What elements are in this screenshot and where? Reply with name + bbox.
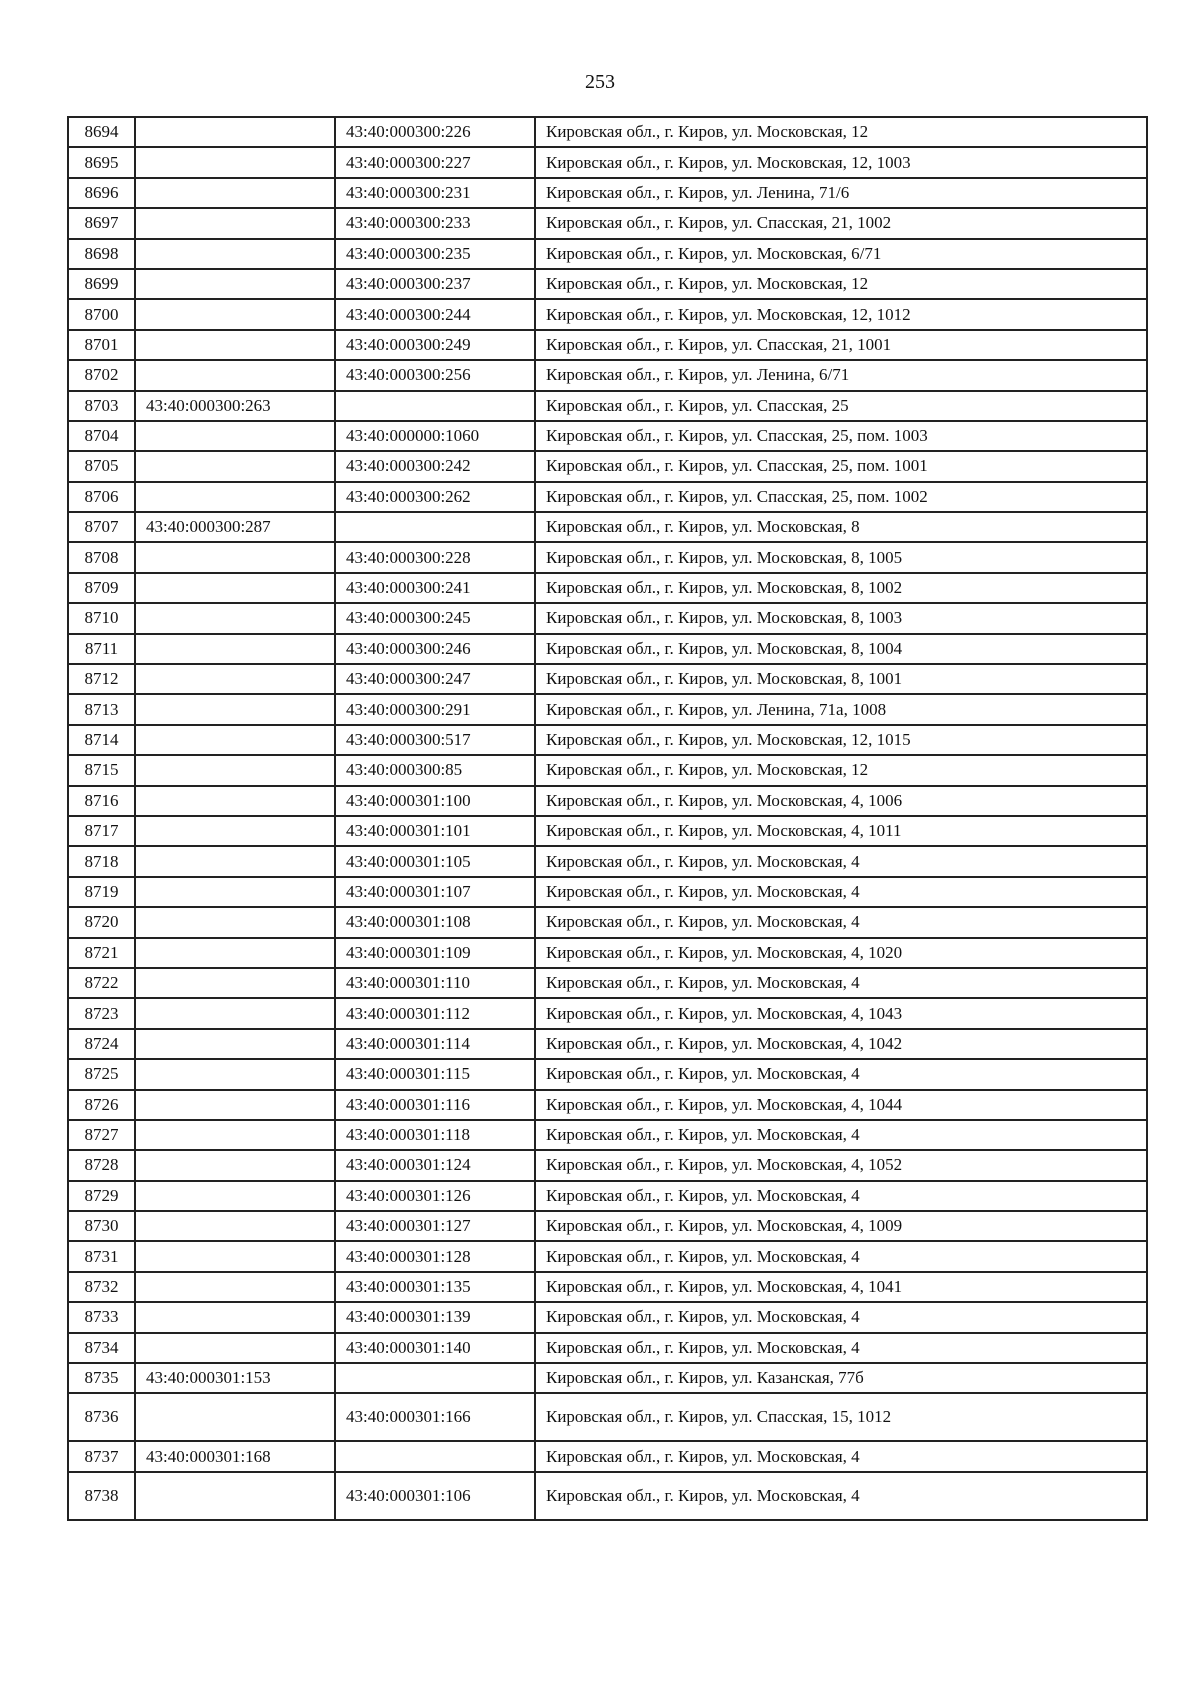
building-cadastral-number-cell: 43:40:000301:106 xyxy=(335,1472,535,1520)
row-number-cell: 8714 xyxy=(68,725,135,755)
building-cadastral-number-cell: 43:40:000301:101 xyxy=(335,816,535,846)
address-cell: Кировская обл., г. Киров, ул. Московская, 8, 1002 xyxy=(535,573,1147,603)
address-cell: Кировская обл., г. Киров, ул. Ленина, 71а, 1008 xyxy=(535,694,1147,724)
table-row xyxy=(68,330,1147,360)
building-cadastral-number-cell: 43:40:000300:246 xyxy=(335,634,535,664)
row-number-cell: 8732 xyxy=(68,1272,135,1302)
land-cadastral-number-cell xyxy=(135,299,335,329)
row-number-cell: 8706 xyxy=(68,482,135,512)
row-number-cell: 8724 xyxy=(68,1029,135,1059)
land-cadastral-number-cell xyxy=(135,147,335,177)
row-number-cell: 8733 xyxy=(68,1302,135,1332)
table-row xyxy=(68,542,1147,572)
address-cell: Кировская обл., г. Киров, ул. Московская, 4, 1041 xyxy=(535,1272,1147,1302)
table-row xyxy=(68,907,1147,937)
address-cell: Кировская обл., г. Киров, ул. Московская, 4 xyxy=(535,1302,1147,1332)
land-cadastral-number-cell xyxy=(135,451,335,481)
address-cell: Кировская обл., г. Киров, ул. Московская, 12 xyxy=(535,269,1147,299)
building-cadastral-number-cell: 43:40:000301:100 xyxy=(335,786,535,816)
row-number-cell: 8710 xyxy=(68,603,135,633)
land-cadastral-number-cell xyxy=(135,208,335,238)
row-number-cell: 8694 xyxy=(68,117,135,147)
table-row xyxy=(68,1393,1147,1441)
table-row xyxy=(68,603,1147,633)
land-cadastral-number-cell xyxy=(135,755,335,785)
building-cadastral-number-cell: 43:40:000301:105 xyxy=(335,846,535,876)
table-row xyxy=(68,1029,1147,1059)
land-cadastral-number-cell xyxy=(135,1472,335,1520)
building-cadastral-number-cell: 43:40:000300:237 xyxy=(335,269,535,299)
row-number-cell: 8725 xyxy=(68,1059,135,1089)
row-number-cell: 8703 xyxy=(68,391,135,421)
row-number-cell: 8699 xyxy=(68,269,135,299)
address-cell: Кировская обл., г. Киров, ул. Московская, 12 xyxy=(535,755,1147,785)
address-cell: Кировская обл., г. Киров, ул. Московская, 4, 1042 xyxy=(535,1029,1147,1059)
row-number-cell: 8734 xyxy=(68,1333,135,1363)
row-number-cell: 8705 xyxy=(68,451,135,481)
row-number-cell: 8713 xyxy=(68,694,135,724)
row-number-cell: 8726 xyxy=(68,1090,135,1120)
land-cadastral-number-cell xyxy=(135,482,335,512)
address-cell: Кировская обл., г. Киров, ул. Московская, 6/71 xyxy=(535,239,1147,269)
address-cell: Кировская обл., г. Киров, ул. Спасская, 21, 1001 xyxy=(535,330,1147,360)
building-cadastral-number-cell: 43:40:000301:126 xyxy=(335,1181,535,1211)
building-cadastral-number-cell: 43:40:000301:109 xyxy=(335,938,535,968)
table-row xyxy=(68,786,1147,816)
table-row xyxy=(68,725,1147,755)
table-row xyxy=(68,451,1147,481)
land-cadastral-number-cell xyxy=(135,968,335,998)
address-cell: Кировская обл., г. Киров, ул. Спасская, 21, 1002 xyxy=(535,208,1147,238)
table-row xyxy=(68,1363,1147,1393)
building-cadastral-number-cell: 43:40:000301:139 xyxy=(335,1302,535,1332)
row-number-cell: 8704 xyxy=(68,421,135,451)
table-row xyxy=(68,360,1147,390)
table-row xyxy=(68,269,1147,299)
land-cadastral-number-cell xyxy=(135,1241,335,1271)
land-cadastral-number-cell xyxy=(135,907,335,937)
address-cell: Кировская обл., г. Киров, ул. Московская, 12, 1003 xyxy=(535,147,1147,177)
table-row xyxy=(68,299,1147,329)
row-number-cell: 8717 xyxy=(68,816,135,846)
building-cadastral-number-cell xyxy=(335,512,535,542)
row-number-cell: 8707 xyxy=(68,512,135,542)
land-cadastral-number-cell xyxy=(135,1393,335,1441)
building-cadastral-number-cell: 43:40:000300:231 xyxy=(335,178,535,208)
address-cell: Кировская обл., г. Киров, ул. Московская, 4 xyxy=(535,877,1147,907)
building-cadastral-number-cell: 43:40:000300:235 xyxy=(335,239,535,269)
row-number-cell: 8735 xyxy=(68,1363,135,1393)
address-cell: Кировская обл., г. Киров, ул. Московская, 4, 1052 xyxy=(535,1150,1147,1180)
table-row xyxy=(68,482,1147,512)
building-cadastral-number-cell: 43:40:000300:242 xyxy=(335,451,535,481)
land-cadastral-number-cell xyxy=(135,1333,335,1363)
row-number-cell: 8731 xyxy=(68,1241,135,1271)
row-number-cell: 8721 xyxy=(68,938,135,968)
table-row xyxy=(68,1472,1147,1520)
row-number-cell: 8730 xyxy=(68,1211,135,1241)
row-number-cell: 8727 xyxy=(68,1120,135,1150)
address-cell: Кировская обл., г. Киров, ул. Спасская, 25, пом. 1003 xyxy=(535,421,1147,451)
land-cadastral-number-cell xyxy=(135,117,335,147)
address-cell: Кировская обл., г. Киров, ул. Московская, 4 xyxy=(535,1120,1147,1150)
land-cadastral-number-cell: 43:40:000300:263 xyxy=(135,391,335,421)
row-number-cell: 8697 xyxy=(68,208,135,238)
land-cadastral-number-cell xyxy=(135,1211,335,1241)
row-number-cell: 8736 xyxy=(68,1393,135,1441)
building-cadastral-number-cell: 43:40:000300:85 xyxy=(335,755,535,785)
building-cadastral-number-cell xyxy=(335,1441,535,1471)
address-cell: Кировская обл., г. Киров, ул. Спасская, 25 xyxy=(535,391,1147,421)
building-cadastral-number-cell: 43:40:000300:227 xyxy=(335,147,535,177)
row-number-cell: 8696 xyxy=(68,178,135,208)
building-cadastral-number-cell: 43:40:000301:108 xyxy=(335,907,535,937)
table-row xyxy=(68,1211,1147,1241)
land-cadastral-number-cell xyxy=(135,1272,335,1302)
building-cadastral-number-cell: 43:40:000301:166 xyxy=(335,1393,535,1441)
address-cell: Кировская обл., г. Киров, ул. Московская, 4 xyxy=(535,1059,1147,1089)
land-cadastral-number-cell xyxy=(135,694,335,724)
row-number-cell: 8729 xyxy=(68,1181,135,1211)
building-cadastral-number-cell: 43:40:000301:140 xyxy=(335,1333,535,1363)
building-cadastral-number-cell: 43:40:000301:135 xyxy=(335,1272,535,1302)
address-cell: Кировская обл., г. Киров, ул. Московская, 8, 1001 xyxy=(535,664,1147,694)
row-number-cell: 8715 xyxy=(68,755,135,785)
land-cadastral-number-cell: 43:40:000301:168 xyxy=(135,1441,335,1471)
land-cadastral-number-cell xyxy=(135,877,335,907)
table-row xyxy=(68,1090,1147,1120)
land-cadastral-number-cell: 43:40:000301:153 xyxy=(135,1363,335,1393)
land-cadastral-number-cell xyxy=(135,1059,335,1089)
land-cadastral-number-cell xyxy=(135,1150,335,1180)
table-row xyxy=(68,694,1147,724)
address-cell: Кировская обл., г. Киров, ул. Московская, 4 xyxy=(535,846,1147,876)
row-number-cell: 8719 xyxy=(68,877,135,907)
address-cell: Кировская обл., г. Киров, ул. Казанская, 77б xyxy=(535,1363,1147,1393)
land-cadastral-number-cell xyxy=(135,239,335,269)
building-cadastral-number-cell: 43:40:000300:517 xyxy=(335,725,535,755)
address-cell: Кировская обл., г. Киров, ул. Московская, 8, 1003 xyxy=(535,603,1147,633)
building-cadastral-number-cell: 43:40:000301:116 xyxy=(335,1090,535,1120)
table-row xyxy=(68,512,1147,542)
table-row xyxy=(68,664,1147,694)
land-cadastral-number-cell xyxy=(135,1090,335,1120)
row-number-cell: 8738 xyxy=(68,1472,135,1520)
building-cadastral-number-cell: 43:40:000300:228 xyxy=(335,542,535,572)
address-cell: Кировская обл., г. Киров, ул. Московская, 4, 1006 xyxy=(535,786,1147,816)
land-cadastral-number-cell xyxy=(135,846,335,876)
land-cadastral-number-cell xyxy=(135,330,335,360)
row-number-cell: 8702 xyxy=(68,360,135,390)
row-number-cell: 8716 xyxy=(68,786,135,816)
table-row xyxy=(68,1241,1147,1271)
table-row xyxy=(68,755,1147,785)
table-row xyxy=(68,1272,1147,1302)
page-number: 253 xyxy=(585,71,615,93)
row-number-cell: 8711 xyxy=(68,634,135,664)
building-cadastral-number-cell: 43:40:000300:249 xyxy=(335,330,535,360)
address-cell: Кировская обл., г. Киров, ул. Спасская, 25, пом. 1001 xyxy=(535,451,1147,481)
building-cadastral-number-cell: 43:40:000301:114 xyxy=(335,1029,535,1059)
land-cadastral-number-cell xyxy=(135,1302,335,1332)
table-row xyxy=(68,1059,1147,1089)
row-number-cell: 8712 xyxy=(68,664,135,694)
building-cadastral-number-cell: 43:40:000300:291 xyxy=(335,694,535,724)
table-row xyxy=(68,634,1147,664)
building-cadastral-number-cell: 43:40:000300:244 xyxy=(335,299,535,329)
address-cell: Кировская обл., г. Киров, ул. Московская, 4, 1043 xyxy=(535,998,1147,1028)
building-cadastral-number-cell xyxy=(335,1363,535,1393)
address-cell: Кировская обл., г. Киров, ул. Московская, 4, 1011 xyxy=(535,816,1147,846)
table-row xyxy=(68,147,1147,177)
land-cadastral-number-cell xyxy=(135,938,335,968)
building-cadastral-number-cell: 43:40:000300:256 xyxy=(335,360,535,390)
registry-table-body xyxy=(68,117,1147,1520)
building-cadastral-number-cell: 43:40:000000:1060 xyxy=(335,421,535,451)
address-cell: Кировская обл., г. Киров, ул. Московская, 4 xyxy=(535,968,1147,998)
table-row xyxy=(68,846,1147,876)
table-row xyxy=(68,877,1147,907)
table-row xyxy=(68,1181,1147,1211)
address-cell: Кировская обл., г. Киров, ул. Московская, 4 xyxy=(535,1241,1147,1271)
land-cadastral-number-cell: 43:40:000300:287 xyxy=(135,512,335,542)
address-cell: Кировская обл., г. Киров, ул. Московская, 12, 1012 xyxy=(535,299,1147,329)
land-cadastral-number-cell xyxy=(135,1120,335,1150)
land-cadastral-number-cell xyxy=(135,1029,335,1059)
building-cadastral-number-cell: 43:40:000300:233 xyxy=(335,208,535,238)
address-cell: Кировская обл., г. Киров, ул. Московская, 4 xyxy=(535,907,1147,937)
table-row xyxy=(68,816,1147,846)
address-cell: Кировская обл., г. Киров, ул. Московская, 8, 1004 xyxy=(535,634,1147,664)
row-number-cell: 8695 xyxy=(68,147,135,177)
table-row xyxy=(68,938,1147,968)
land-cadastral-number-cell xyxy=(135,998,335,1028)
land-cadastral-number-cell xyxy=(135,603,335,633)
address-cell: Кировская обл., г. Киров, ул. Московская, 4 xyxy=(535,1333,1147,1363)
table-row xyxy=(68,208,1147,238)
building-cadastral-number-cell: 43:40:000300:241 xyxy=(335,573,535,603)
building-cadastral-number-cell: 43:40:000301:107 xyxy=(335,877,535,907)
address-cell: Кировская обл., г. Киров, ул. Московская, 4, 1020 xyxy=(535,938,1147,968)
land-cadastral-number-cell xyxy=(135,573,335,603)
land-cadastral-number-cell xyxy=(135,786,335,816)
address-cell: Кировская обл., г. Киров, ул. Московская, 4 xyxy=(535,1441,1147,1471)
building-cadastral-number-cell xyxy=(335,391,535,421)
row-number-cell: 8718 xyxy=(68,846,135,876)
table-row xyxy=(68,1333,1147,1363)
address-cell: Кировская обл., г. Киров, ул. Московская, 4 xyxy=(535,1181,1147,1211)
registry-table xyxy=(67,116,1148,1521)
address-cell: Кировская обл., г. Киров, ул. Московская, 12, 1015 xyxy=(535,725,1147,755)
building-cadastral-number-cell: 43:40:000300:245 xyxy=(335,603,535,633)
row-number-cell: 8723 xyxy=(68,998,135,1028)
building-cadastral-number-cell: 43:40:000301:128 xyxy=(335,1241,535,1271)
row-number-cell: 8709 xyxy=(68,573,135,603)
land-cadastral-number-cell xyxy=(135,269,335,299)
table-row xyxy=(68,1441,1147,1471)
address-cell: Кировская обл., г. Киров, ул. Московская, 4, 1044 xyxy=(535,1090,1147,1120)
address-cell: Кировская обл., г. Киров, ул. Московская, 4 xyxy=(535,1472,1147,1520)
address-cell: Кировская обл., г. Киров, ул. Московская, 12 xyxy=(535,117,1147,147)
address-cell: Кировская обл., г. Киров, ул. Ленина, 71/6 xyxy=(535,178,1147,208)
row-number-cell: 8720 xyxy=(68,907,135,937)
land-cadastral-number-cell xyxy=(135,421,335,451)
building-cadastral-number-cell: 43:40:000301:112 xyxy=(335,998,535,1028)
row-number-cell: 8722 xyxy=(68,968,135,998)
row-number-cell: 8700 xyxy=(68,299,135,329)
row-number-cell: 8708 xyxy=(68,542,135,572)
address-cell: Кировская обл., г. Киров, ул. Спасская, 15, 1012 xyxy=(535,1393,1147,1441)
address-cell: Кировская обл., г. Киров, ул. Московская, 8 xyxy=(535,512,1147,542)
table-row xyxy=(68,998,1147,1028)
row-number-cell: 8698 xyxy=(68,239,135,269)
building-cadastral-number-cell: 43:40:000301:124 xyxy=(335,1150,535,1180)
building-cadastral-number-cell: 43:40:000300:247 xyxy=(335,664,535,694)
table-row xyxy=(68,117,1147,147)
table-row xyxy=(68,968,1147,998)
table-row xyxy=(68,1302,1147,1332)
table-row xyxy=(68,573,1147,603)
building-cadastral-number-cell: 43:40:000301:127 xyxy=(335,1211,535,1241)
building-cadastral-number-cell: 43:40:000300:262 xyxy=(335,482,535,512)
table-row xyxy=(68,239,1147,269)
building-cadastral-number-cell: 43:40:000301:115 xyxy=(335,1059,535,1089)
land-cadastral-number-cell xyxy=(135,542,335,572)
land-cadastral-number-cell xyxy=(135,360,335,390)
land-cadastral-number-cell xyxy=(135,634,335,664)
table-row xyxy=(68,391,1147,421)
address-cell: Кировская обл., г. Киров, ул. Московская, 8, 1005 xyxy=(535,542,1147,572)
land-cadastral-number-cell xyxy=(135,178,335,208)
land-cadastral-number-cell xyxy=(135,664,335,694)
address-cell: Кировская обл., г. Киров, ул. Спасская, 25, пом. 1002 xyxy=(535,482,1147,512)
address-cell: Кировская обл., г. Киров, ул. Ленина, 6/71 xyxy=(535,360,1147,390)
row-number-cell: 8701 xyxy=(68,330,135,360)
land-cadastral-number-cell xyxy=(135,1181,335,1211)
table-row xyxy=(68,178,1147,208)
row-number-cell: 8737 xyxy=(68,1441,135,1471)
table-row xyxy=(68,421,1147,451)
building-cadastral-number-cell: 43:40:000301:118 xyxy=(335,1120,535,1150)
land-cadastral-number-cell xyxy=(135,816,335,846)
land-cadastral-number-cell xyxy=(135,725,335,755)
table-row xyxy=(68,1120,1147,1150)
building-cadastral-number-cell: 43:40:000300:226 xyxy=(335,117,535,147)
address-cell: Кировская обл., г. Киров, ул. Московская, 4, 1009 xyxy=(535,1211,1147,1241)
building-cadastral-number-cell: 43:40:000301:110 xyxy=(335,968,535,998)
table-row xyxy=(68,1150,1147,1180)
row-number-cell: 8728 xyxy=(68,1150,135,1180)
